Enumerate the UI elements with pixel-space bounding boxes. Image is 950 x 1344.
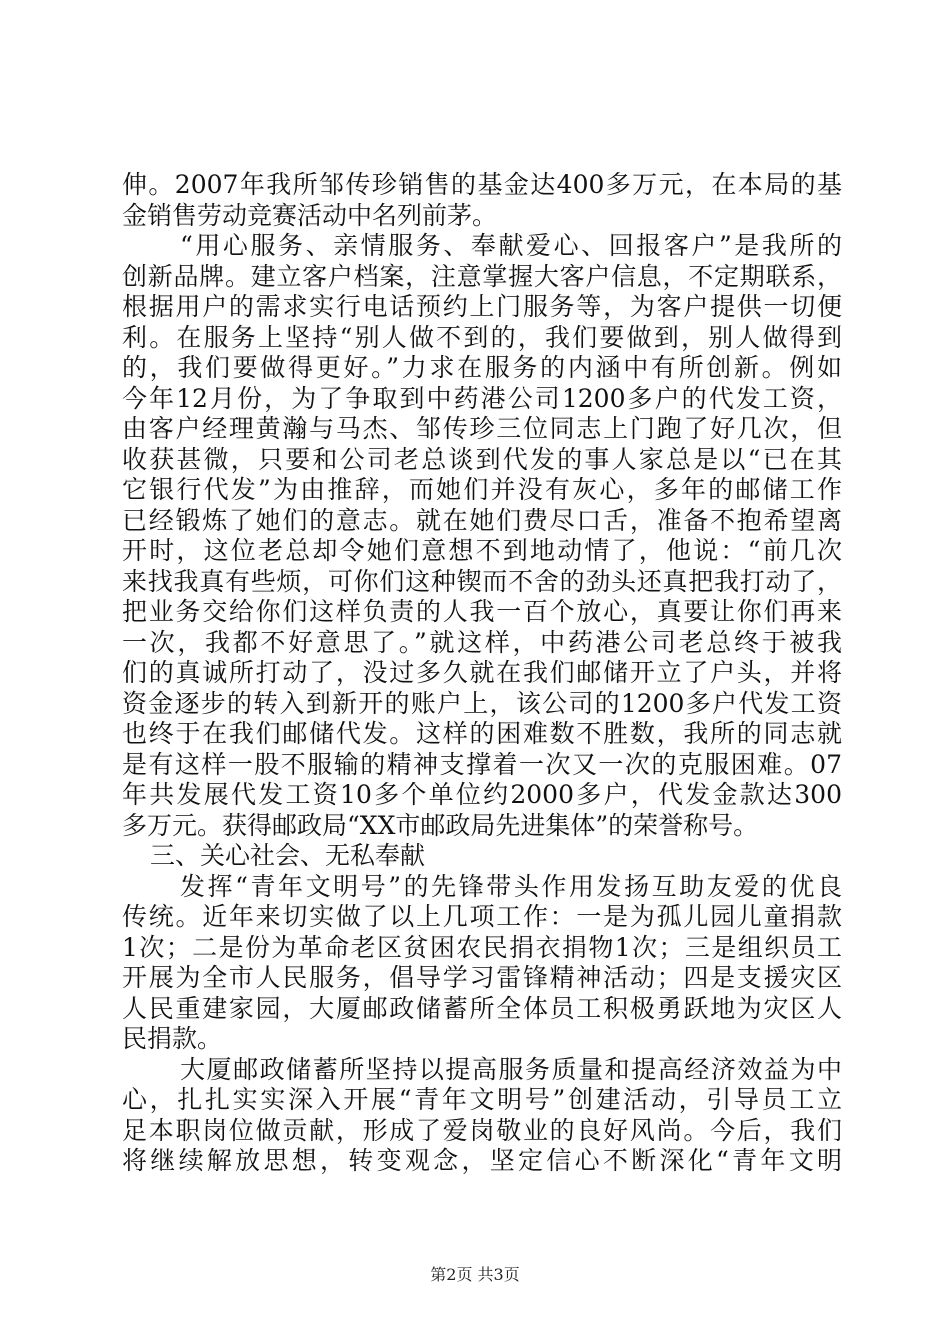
text-line: 由客户经理黄瀚与马杰、邹传珍三位同志上门跑了好几次，但 bbox=[122, 414, 842, 443]
text-line: 今年12月份，为了争取到中药港公司1200多户的代发工资， bbox=[122, 383, 842, 413]
section-heading: 三、关心社会、无私奉献 bbox=[150, 841, 426, 870]
text-line: 也终于在我们邮储代发。这样的困难数不胜数，我所的同志就 bbox=[122, 719, 842, 748]
text-line: 开展为全市人民服务，倡导学习雷锋精神活动；四是支援灾区 bbox=[122, 963, 842, 992]
text-line: 伸。2007年我所邹传珍销售的基金达400多万元，在本局的基 bbox=[122, 170, 842, 199]
text-line: 人民重建家园，大厦邮政储蓄所全体员工积极勇跃地为灾区人 bbox=[122, 993, 842, 1023]
text-line: 们的真诚所打动了，没过多久就在我们邮储开立了户头，并将 bbox=[122, 658, 842, 687]
text-line: 发挥“青年文明号”的先锋带头作用发扬互助友爱的优良 bbox=[180, 871, 842, 901]
text-line: 心，扎扎实实深入开展“青年文明号”创建活动，引导员工立 bbox=[122, 1085, 842, 1114]
text-line: 来找我真有些烦，可你们这种锲而不舍的劲头还真把我打动了， bbox=[122, 566, 842, 596]
text-line: 的，我们要做得更好。”力求在服务的内涵中有所创新。例如 bbox=[122, 353, 842, 382]
text-line: 传统。近年来切实做了以上几项工作：一是为孤儿园儿童捐款 bbox=[122, 902, 842, 931]
text-line: 1次；二是份为革命老区贫困农民捐衣捐物1次；三是组织员工 bbox=[122, 932, 842, 962]
text-line: 大厦邮政储蓄所坚持以提高服务质量和提高经济效益为中 bbox=[180, 1054, 842, 1084]
text-line: 是有这样一股不服输的精神支撑着一次又一次的克服困难。07 bbox=[122, 749, 842, 779]
text-line: 民捐款。 bbox=[122, 1024, 223, 1053]
text-line: 年共发展代发工资10多个单位约2000多户，代发金款达300 bbox=[122, 780, 842, 809]
text-line: 它银行代发”为由推辞，而她们并没有灰心，多年的邮储工作 bbox=[122, 475, 842, 504]
text-line: 利。在服务上坚持“别人做不到的，我们要做到，别人做得到 bbox=[122, 322, 842, 352]
text-line: 开时，这位老总却令她们意想不到地动情了，他说：“前几次 bbox=[122, 536, 842, 565]
text-line: 资金逐步的转入到新开的账户上，该公司的1200多户代发工资 bbox=[122, 688, 842, 718]
page-number-footer: 第2页 共3页 bbox=[430, 1265, 520, 1284]
text-line: 创新品牌。建立客户档案，注意掌握大客户信息，不定期联系， bbox=[122, 261, 842, 291]
text-line: 把业务交给你们这样负责的人我一百个放心，真要让你们再来 bbox=[122, 597, 842, 626]
text-line: 已经锻炼了她们的意志。就在她们费尽口舌，准备不抱希望离 bbox=[122, 505, 842, 535]
text-line: 一次，我都不好意思了。”就这样，中药港公司老总终于被我 bbox=[122, 627, 842, 657]
text-line: 根据用户的需求实行电话预约上门服务等，为客户提供一切便 bbox=[122, 292, 842, 321]
text-line: 多万元。获得邮政局“XX市邮政局先进集体”的荣誉称号。 bbox=[122, 810, 759, 840]
text-line: 将继续解放思想，转变观念，坚定信心不断深化“青年文明 bbox=[122, 1146, 842, 1175]
text-line: 收获甚微，只要和公司老总谈到代发的事人家总是以“已在其 bbox=[122, 444, 842, 474]
text-line: 足本职岗位做贡献，形成了爱岗敬业的良好风尚。今后，我们 bbox=[122, 1115, 842, 1145]
text-line: 金销售劳动竞赛活动中名列前茅。 bbox=[122, 200, 498, 230]
document-body bbox=[122, 170, 842, 1177]
text-line: “用心服务、亲情服务、奉献爱心、回报客户”是我所的 bbox=[180, 231, 842, 260]
